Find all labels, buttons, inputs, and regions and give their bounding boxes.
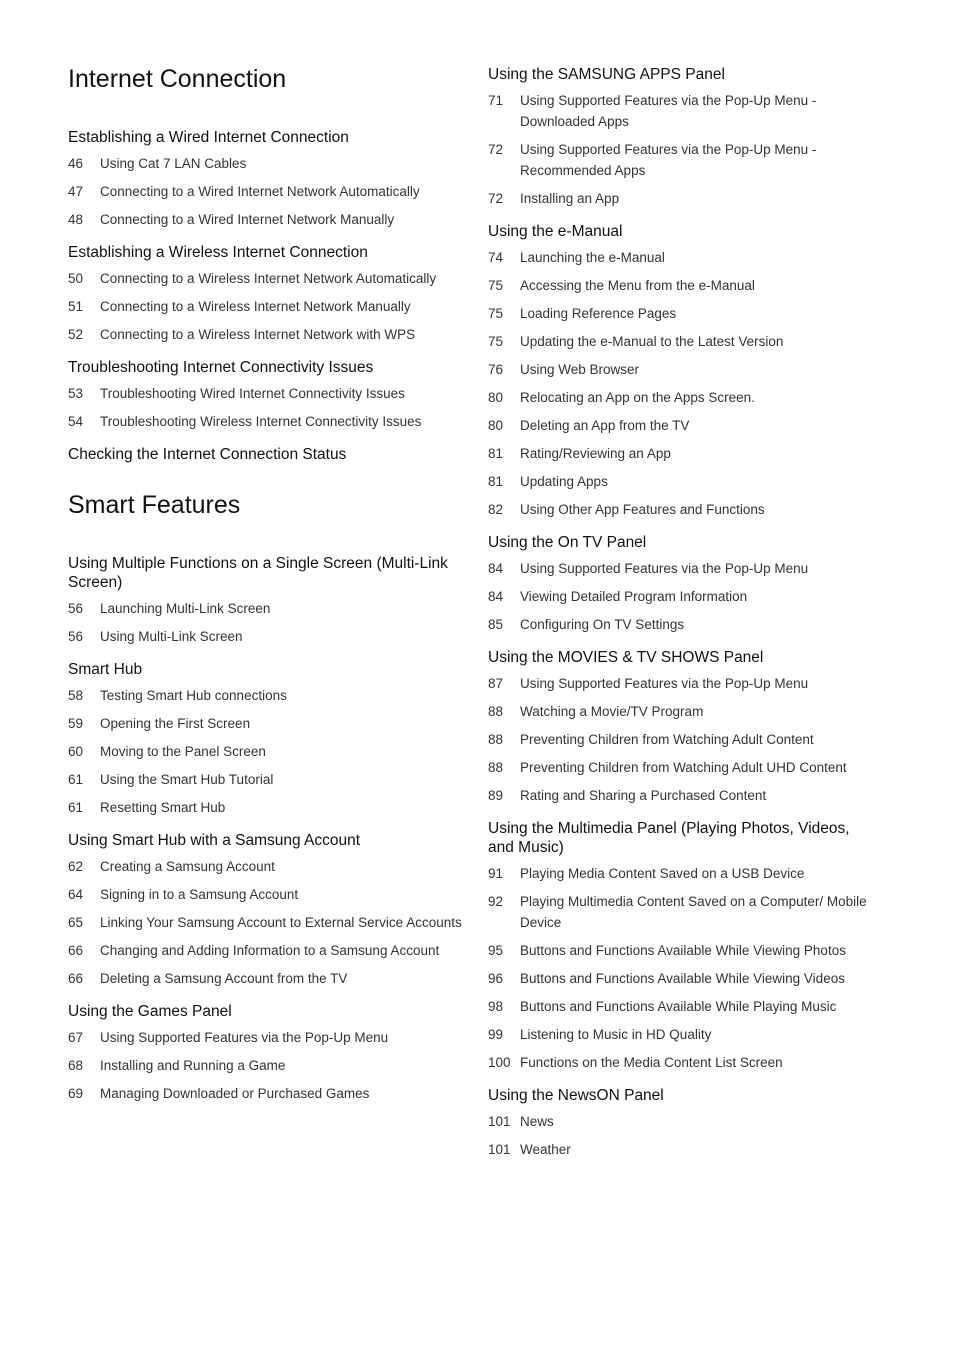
page-number: 98 xyxy=(488,999,504,1014)
toc-entry[interactable] xyxy=(488,90,878,132)
section-title[interactable]: Smart Hub xyxy=(68,661,143,678)
toc-entry[interactable] xyxy=(488,757,878,778)
page-number: 68 xyxy=(68,1058,84,1073)
page-number: 54 xyxy=(68,414,84,429)
page-number: 50 xyxy=(68,271,84,286)
toc-section xyxy=(488,819,878,1073)
entry-title[interactable]: Moving to the Panel Screen xyxy=(100,744,266,759)
entry-title[interactable]: Testing Smart Hub connections xyxy=(100,688,287,703)
page-number: 74 xyxy=(488,250,504,265)
toc-section xyxy=(68,445,468,464)
toc-entry[interactable] xyxy=(488,558,878,579)
section-title[interactable]: Using the MOVIES & TV SHOWS Panel xyxy=(488,649,764,666)
entry-title[interactable]: Using Web Browser xyxy=(520,362,640,377)
toc-entry[interactable] xyxy=(68,940,468,961)
toc-entry[interactable] xyxy=(488,729,878,750)
page-number: 85 xyxy=(488,617,504,632)
page-number: 91 xyxy=(488,866,504,881)
entry-title[interactable]: Creating a Samsung Account xyxy=(100,859,275,874)
entry-title[interactable]: Relocating an App on the Apps Screen. xyxy=(520,390,755,405)
toc-entry-list xyxy=(68,1027,468,1104)
toc-entry[interactable] xyxy=(68,968,468,989)
toc-entry[interactable] xyxy=(488,188,878,209)
page-number: 47 xyxy=(68,184,84,199)
entry-title[interactable]: Rating and Sharing a Purchased Content xyxy=(520,788,767,803)
toc-entry[interactable] xyxy=(488,331,878,352)
page-number: 59 xyxy=(68,716,84,731)
toc-section xyxy=(68,358,468,432)
page-number: 72 xyxy=(488,191,504,206)
entry-title[interactable]: Troubleshooting Wireless Internet Connectivity Issues xyxy=(100,414,422,429)
section-title[interactable]: Using the SAMSUNG APPS Panel xyxy=(488,66,725,83)
section-title[interactable]: Using Multiple Functions on a Single Screen (Multi-Link Screen) xyxy=(68,555,448,591)
entry-title[interactable]: Preventing Children from Watching Adult Content xyxy=(520,732,814,747)
toc-section xyxy=(488,648,878,806)
page-number: 62 xyxy=(68,859,84,874)
toc-entry[interactable] xyxy=(488,499,878,520)
toc-entry[interactable] xyxy=(68,598,468,619)
toc-entry[interactable] xyxy=(488,359,878,380)
toc-entry[interactable] xyxy=(488,701,878,722)
toc-section xyxy=(488,1086,878,1160)
toc-section xyxy=(488,222,878,520)
page-number: 75 xyxy=(488,278,504,293)
toc-entry[interactable] xyxy=(488,139,878,181)
toc-entry-list xyxy=(488,863,878,1073)
toc-entry[interactable] xyxy=(488,415,878,436)
page-number: 75 xyxy=(488,334,504,349)
toc-entry[interactable] xyxy=(68,856,468,877)
toc-entry-list xyxy=(488,558,878,635)
section-title[interactable]: Using the e-Manual xyxy=(488,223,623,240)
chapter-title: Smart Features xyxy=(68,491,241,519)
entry-title[interactable]: News xyxy=(520,1114,554,1129)
toc-entry-list xyxy=(488,673,878,806)
entry-title[interactable]: Deleting an App from the TV xyxy=(520,418,690,433)
page-number: 60 xyxy=(68,744,84,759)
entry-title[interactable]: Using Supported Features via the Pop-Up Menu xyxy=(520,676,809,691)
entry-title[interactable]: Playing Media Content Saved on a USB Device xyxy=(520,866,805,881)
toc-section xyxy=(68,128,468,230)
entry-title[interactable]: Functions on the Media Content List Screen xyxy=(520,1055,783,1070)
entry-title[interactable]: Using Multi-Link Screen xyxy=(100,629,243,644)
entry-title[interactable]: Using Supported Features via the Pop-Up Menu xyxy=(520,561,809,576)
toc-section xyxy=(68,243,468,345)
page-number: 88 xyxy=(488,704,504,719)
toc-entry[interactable] xyxy=(488,996,878,1017)
toc-entry[interactable] xyxy=(488,247,878,268)
entry-title[interactable]: Using the Smart Hub Tutorial xyxy=(100,772,274,787)
toc-entry-list xyxy=(68,153,468,230)
entry-title[interactable]: Updating Apps xyxy=(520,474,608,489)
page-number: 51 xyxy=(68,299,84,314)
entry-title[interactable]: Signing in to a Samsung Account xyxy=(100,887,299,902)
toc-entry[interactable] xyxy=(488,614,878,635)
page-number: 76 xyxy=(488,362,504,377)
toc-entry[interactable] xyxy=(488,1139,878,1160)
toc-entry[interactable] xyxy=(68,411,468,432)
page-number: 53 xyxy=(68,386,84,401)
page-number: 101 xyxy=(488,1114,511,1129)
toc-entry[interactable] xyxy=(488,303,878,324)
entry-title[interactable]: Buttons and Functions Available While Viewing Videos xyxy=(520,971,845,986)
entry-title[interactable]: Viewing Detailed Program Information xyxy=(520,589,748,604)
page-number: 61 xyxy=(68,772,84,787)
section-title[interactable]: Using the On TV Panel xyxy=(488,534,647,551)
entry-title[interactable]: Connecting to a Wired Internet Network Manually xyxy=(100,212,395,227)
entry-title[interactable]: Using Supported Features via the Pop-Up Menu - Recommended Apps xyxy=(520,142,817,178)
toc-entry[interactable] xyxy=(68,1055,468,1076)
entry-title[interactable]: Weather xyxy=(520,1142,571,1157)
entry-title[interactable]: Installing an App xyxy=(520,191,620,206)
entry-title[interactable]: Rating/Reviewing an App xyxy=(520,446,671,461)
toc-entry-list xyxy=(488,90,878,209)
page-number: 72 xyxy=(488,142,504,157)
entry-title[interactable]: Managing Downloaded or Purchased Games xyxy=(100,1086,370,1101)
toc-entry[interactable] xyxy=(488,1111,878,1132)
entry-title[interactable]: Installing and Running a Game xyxy=(100,1058,286,1073)
toc-entry[interactable] xyxy=(488,586,878,607)
page-number: 95 xyxy=(488,943,504,958)
page-number: 80 xyxy=(488,418,504,433)
entry-title[interactable]: Connecting to a Wireless Internet Network Manually xyxy=(100,299,411,314)
toc-entry[interactable] xyxy=(488,940,878,961)
toc-entry[interactable] xyxy=(488,275,878,296)
section-title[interactable]: Using Smart Hub with a Samsung Account xyxy=(68,832,361,849)
toc-entry[interactable] xyxy=(68,153,468,174)
entry-title[interactable]: Troubleshooting Wired Internet Connectivity Issues xyxy=(100,386,405,401)
toc-entry[interactable] xyxy=(488,1052,878,1073)
toc-entry[interactable] xyxy=(68,383,468,404)
entry-title[interactable]: Connecting to a Wireless Internet Network with WPS xyxy=(100,327,416,342)
page-number: 67 xyxy=(68,1030,84,1045)
toc-entry[interactable] xyxy=(68,209,468,230)
toc-entry[interactable] xyxy=(488,673,878,694)
section-title[interactable]: Troubleshooting Internet Connectivity Issues xyxy=(68,359,374,376)
page-number: 52 xyxy=(68,327,84,342)
toc-entry[interactable] xyxy=(68,713,468,734)
page-number: 48 xyxy=(68,212,84,227)
page-number: 101 xyxy=(488,1142,511,1157)
entry-title[interactable]: Opening the First Screen xyxy=(100,716,251,731)
page-number: 46 xyxy=(68,156,84,171)
entry-title[interactable]: Updating the e-Manual to the Latest Version xyxy=(520,334,784,349)
entry-title[interactable]: Accessing the Menu from the e-Manual xyxy=(520,278,755,293)
page-number: 88 xyxy=(488,732,504,747)
page-number: 82 xyxy=(488,502,504,517)
toc-section xyxy=(68,660,468,818)
page-number: 81 xyxy=(488,474,504,489)
page-number: 66 xyxy=(68,971,84,986)
toc-entry[interactable] xyxy=(68,769,468,790)
page-number: 88 xyxy=(488,760,504,775)
entry-title[interactable]: Using Other App Features and Functions xyxy=(520,502,765,517)
toc-entry[interactable] xyxy=(488,387,878,408)
entry-title[interactable]: Linking Your Samsung Account to External Service Accounts xyxy=(100,915,462,930)
toc-entry[interactable] xyxy=(68,797,468,818)
toc-entry[interactable] xyxy=(488,968,878,989)
page-number: 71 xyxy=(488,93,504,108)
toc-section xyxy=(68,554,468,647)
toc-entry-list xyxy=(488,247,878,520)
page-number: 99 xyxy=(488,1027,504,1042)
toc-entry[interactable] xyxy=(488,471,878,492)
toc-entry[interactable] xyxy=(68,685,468,706)
toc-entry[interactable] xyxy=(68,296,468,317)
entry-title[interactable]: Loading Reference Pages xyxy=(520,306,677,321)
toc-entry[interactable] xyxy=(68,1083,468,1104)
entry-title[interactable]: Buttons and Functions Available While Viewing Photos xyxy=(520,943,846,958)
page-number: 89 xyxy=(488,788,504,803)
section-title[interactable]: Establishing a Wireless Internet Connection xyxy=(68,244,368,261)
toc-entry-list xyxy=(68,268,468,345)
entry-title[interactable]: Using Supported Features via the Pop-Up Menu - Downloaded Apps xyxy=(520,93,817,129)
toc-entry[interactable] xyxy=(68,884,468,905)
entry-title[interactable]: Buttons and Functions Available While Playing Music xyxy=(520,999,837,1014)
toc-entry-list xyxy=(68,598,468,647)
toc-entry-list xyxy=(488,1111,878,1160)
section-title[interactable]: Using the Multimedia Panel (Playing Photos, Videos, and Music) xyxy=(488,820,850,856)
toc-section xyxy=(488,65,878,209)
entry-title[interactable]: Playing Multimedia Content Saved on a Computer/ Mobile Device xyxy=(520,894,867,930)
page-number: 56 xyxy=(68,601,84,616)
page-number: 84 xyxy=(488,589,504,604)
entry-title[interactable]: Launching the e-Manual xyxy=(520,250,665,265)
page-number: 75 xyxy=(488,306,504,321)
toc-entry-list xyxy=(68,383,468,432)
page-number: 56 xyxy=(68,629,84,644)
entry-title[interactable]: Deleting a Samsung Account from the TV xyxy=(100,971,348,986)
entry-title[interactable]: Changing and Adding Information to a Samsung Account xyxy=(100,943,440,958)
page-number: 66 xyxy=(68,943,84,958)
toc-entry[interactable] xyxy=(488,891,878,933)
toc-entry[interactable] xyxy=(488,443,878,464)
toc-entry[interactable] xyxy=(68,268,468,289)
toc-section xyxy=(488,533,878,635)
page-number: 64 xyxy=(68,887,84,902)
page-number: 92 xyxy=(488,894,504,909)
toc-entry[interactable] xyxy=(68,912,468,933)
toc-entry[interactable] xyxy=(68,181,468,202)
page-number: 80 xyxy=(488,390,504,405)
toc-left-column xyxy=(68,0,468,1117)
toc-entry[interactable] xyxy=(68,324,468,345)
toc-entry-list xyxy=(68,856,468,989)
section-title[interactable]: Using the NewsON Panel xyxy=(488,1087,664,1104)
entry-title[interactable]: Listening to Music in HD Quality xyxy=(520,1027,712,1042)
entry-title[interactable]: Watching a Movie/TV Program xyxy=(520,704,704,719)
toc-section xyxy=(68,1002,468,1104)
chapter-title: Internet Connection xyxy=(68,65,287,93)
entry-title[interactable]: Preventing Children from Watching Adult UHD Content xyxy=(520,760,847,775)
section-title[interactable]: Using the Games Panel xyxy=(68,1003,232,1020)
toc-entry[interactable] xyxy=(68,741,468,762)
page-number: 81 xyxy=(488,446,504,461)
entry-title[interactable]: Configuring On TV Settings xyxy=(520,617,685,632)
page-number: 84 xyxy=(488,561,504,576)
toc-entry[interactable] xyxy=(488,785,878,806)
toc-entry[interactable] xyxy=(488,863,878,884)
toc-entry[interactable] xyxy=(68,1027,468,1048)
page-number: 96 xyxy=(488,971,504,986)
toc-entry-list xyxy=(68,685,468,818)
entry-title[interactable]: Using Supported Features via the Pop-Up Menu xyxy=(100,1030,389,1045)
entry-title[interactable]: Using Cat 7 LAN Cables xyxy=(100,156,247,171)
page-number: 65 xyxy=(68,915,84,930)
page-number: 58 xyxy=(68,688,84,703)
toc-right-column xyxy=(488,0,878,1173)
entry-title[interactable]: Launching Multi-Link Screen xyxy=(100,601,271,616)
entry-title[interactable]: Connecting to a Wireless Internet Network Automatically xyxy=(100,271,437,286)
page-number: 61 xyxy=(68,800,84,815)
section-title[interactable]: Establishing a Wired Internet Connection xyxy=(68,129,349,146)
page-number: 87 xyxy=(488,676,504,691)
section-title[interactable]: Checking the Internet Connection Status xyxy=(68,446,347,463)
toc-entry[interactable] xyxy=(68,626,468,647)
page-number: 100 xyxy=(488,1055,511,1070)
toc-section xyxy=(68,831,468,989)
toc-entry[interactable] xyxy=(488,1024,878,1045)
entry-title[interactable]: Connecting to a Wired Internet Network Automatically xyxy=(100,184,420,199)
page-number: 69 xyxy=(68,1086,84,1101)
entry-title[interactable]: Resetting Smart Hub xyxy=(100,800,226,815)
